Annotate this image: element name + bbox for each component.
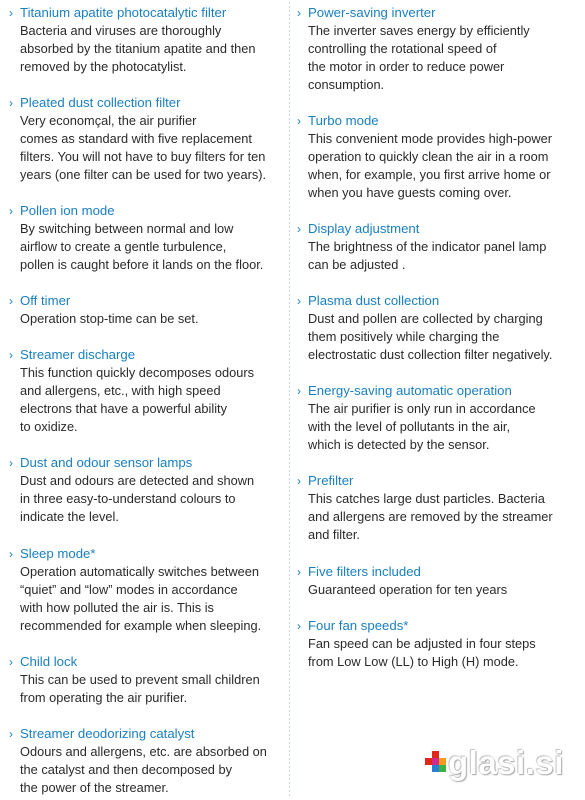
feature-title [9, 454, 287, 472]
feature-title-text: Sleep mode* [20, 546, 96, 561]
feature-title-text: Energy-saving automatic operation [308, 383, 512, 398]
chevron-right-icon: › [9, 204, 13, 218]
description-line: when, for example, you first arrive home or [308, 167, 551, 182]
description-line: them positively while charging the [308, 329, 500, 344]
description-line: in three easy-to-understand colours to [20, 491, 236, 506]
feature-title-text: Dust and odour sensor lamps [20, 455, 193, 470]
feature-title-text: Display adjustment [308, 221, 420, 236]
description-line: with the level of pollutants in the air, [308, 419, 511, 434]
description-line: filters. You will not have to buy filters for ten [20, 149, 266, 164]
feature-title-text: Streamer deodorizing catalyst [20, 726, 195, 741]
feature-description [297, 490, 579, 544]
description-line: consumption. [308, 77, 385, 92]
feature-title-text: Pleated dust collection filter [20, 95, 181, 110]
glasi-watermark [422, 744, 572, 784]
description-line: indicate the level. [20, 509, 119, 524]
description-line: when you have guests coming over. [308, 185, 512, 200]
feature-title-text: Turbo mode [308, 113, 379, 128]
description-line: Dust and odours are detected and shown [20, 473, 255, 488]
column-divider [289, 2, 290, 798]
description-line: This convenient mode provides high-power [308, 131, 552, 146]
chevron-right-icon: › [297, 294, 301, 308]
chevron-right-icon: › [297, 6, 301, 20]
description-line: controlling the rotational speed of [308, 41, 497, 56]
description-line: pollen is caught before it lands on the floor. [20, 257, 264, 272]
description-line: The air purifier is only run in accordance [308, 401, 536, 416]
feature-title [297, 292, 579, 310]
left-feature-4 [9, 292, 287, 328]
feature-title [297, 617, 579, 635]
description-line: comes as standard with five replacement [20, 131, 252, 146]
left-feature-8 [9, 653, 287, 707]
feature-title [9, 346, 287, 364]
chevron-right-icon: › [9, 96, 13, 110]
feature-description [9, 220, 287, 274]
right-feature-7 [297, 563, 579, 599]
feature-title [9, 4, 287, 22]
right-feature-2 [297, 112, 579, 202]
description-line: Odours and allergens, etc. are absorbed on [20, 744, 267, 759]
description-line: Very economçal, the air purifier [20, 113, 197, 128]
feature-description [297, 238, 579, 274]
feature-description [9, 743, 287, 797]
description-line: to oxidize. [20, 419, 78, 434]
chevron-right-icon: › [9, 727, 13, 741]
description-line: the catalyst and then decomposed by [20, 762, 232, 777]
description-line: Operation stop-time can be set. [20, 311, 199, 326]
feature-description [9, 310, 287, 328]
left-feature-2 [9, 94, 287, 184]
left-feature-5 [9, 346, 287, 436]
right-feature-6 [297, 472, 579, 544]
description-line: from Low Low (LL) to High (H) mode. [308, 654, 519, 669]
chevron-right-icon: › [297, 384, 301, 398]
feature-title [297, 472, 579, 490]
chevron-right-icon: › [9, 547, 13, 561]
feature-description [297, 130, 579, 202]
feature-description [9, 472, 287, 526]
feature-title-text: Five filters included [308, 564, 421, 579]
description-line: and filter. [308, 527, 360, 542]
feature-title [297, 382, 579, 400]
right-feature-3 [297, 220, 579, 274]
right-feature-4 [297, 292, 579, 364]
description-line: electrostatic dust collection filter negatively. [308, 347, 553, 362]
feature-title [297, 4, 579, 22]
feature-description [297, 400, 579, 454]
description-line: airflow to create a gentle turbulence, [20, 239, 227, 254]
feature-title-text: Child lock [20, 654, 78, 669]
right-feature-5 [297, 382, 579, 454]
feature-title-text: Off timer [20, 293, 71, 308]
description-line: “quiet” and “low” modes in accordance [20, 582, 238, 597]
left-feature-6 [9, 454, 287, 526]
description-line: removed by the photocatylist. [20, 59, 187, 74]
feature-description [297, 635, 579, 671]
feature-title-text: Four fan speeds* [308, 618, 409, 633]
description-line: from operating the air purifier. [20, 690, 188, 705]
description-line: The brightness of the indicator panel lamp [308, 239, 547, 254]
right-feature-8 [297, 617, 579, 671]
description-line: and allergens, etc., with high speed [20, 383, 221, 398]
description-line: Fan speed can be adjusted in four steps [308, 636, 536, 651]
description-line: the motor in order to reduce power [308, 59, 505, 74]
description-line: years (one filter can be used for two years). [20, 167, 267, 182]
chevron-right-icon: › [9, 655, 13, 669]
feature-title-text: Pollen ion mode [20, 203, 115, 218]
description-line: the power of the streamer. [20, 780, 169, 795]
feature-title [9, 292, 287, 310]
left-feature-7 [9, 545, 287, 635]
feature-title [9, 545, 287, 563]
description-line: operation to quickly clean the air in a room [308, 149, 549, 164]
feature-title [9, 725, 287, 743]
right-feature-1 [297, 4, 579, 94]
chevron-right-icon: › [297, 619, 301, 633]
feature-title [297, 563, 579, 581]
feature-title-text: Prefilter [308, 473, 354, 488]
chevron-right-icon: › [9, 456, 13, 470]
chevron-right-icon: › [297, 565, 301, 579]
feature-title [9, 653, 287, 671]
chevron-right-icon: › [297, 114, 301, 128]
description-line: which is detected by the sensor. [308, 437, 490, 452]
description-line: recommended for example when sleeping. [20, 618, 262, 633]
chevron-right-icon: › [297, 222, 301, 236]
chevron-right-icon: › [9, 6, 13, 20]
left-feature-1 [9, 4, 287, 76]
feature-description [9, 364, 287, 436]
description-line: Dust and pollen are collected by charging [308, 311, 543, 326]
feature-title-text: Power-saving inverter [308, 5, 436, 20]
description-line: This catches large dust particles. Bacteria [308, 491, 545, 506]
description-line: This can be used to prevent small children [20, 672, 260, 687]
feature-title-text: Streamer discharge [20, 347, 136, 362]
description-line: This function quickly decomposes odours [20, 365, 255, 380]
feature-description [297, 310, 579, 364]
description-line: Guaranteed operation for ten years [308, 582, 508, 597]
feature-title [9, 94, 287, 112]
description-line: Operation automatically switches between [20, 564, 259, 579]
feature-description [297, 581, 579, 599]
description-line: The inverter saves energy by efficiently [308, 23, 530, 38]
feature-title [297, 220, 579, 238]
description-line: Bacteria and viruses are thoroughly [20, 23, 222, 38]
feature-title [297, 112, 579, 130]
watermark-text: glasi.si [448, 744, 564, 781]
feature-title-text: Plasma dust collection [308, 293, 440, 308]
feature-description [9, 22, 287, 76]
feature-description [297, 22, 579, 94]
description-line: electrons that have a powerful ability [20, 401, 227, 416]
description-line: with how polluted the air is. This is [20, 600, 214, 615]
feature-description [9, 671, 287, 707]
left-feature-3 [9, 202, 287, 274]
description-line: By switching between normal and low [20, 221, 234, 236]
description-line: absorbed by the titanium apatite and then [20, 41, 256, 56]
feature-description [9, 112, 287, 184]
left-feature-9 [9, 725, 287, 797]
chevron-right-icon: › [297, 474, 301, 488]
description-line: and allergens are removed by the streamer [308, 509, 553, 524]
description-line: can be adjusted . [308, 257, 406, 272]
colorful-cross-logo-icon [422, 748, 450, 780]
feature-title [9, 202, 287, 220]
chevron-right-icon: › [9, 348, 13, 362]
feature-title-text: Titanium apatite photocatalytic filter [20, 5, 227, 20]
feature-description [9, 563, 287, 635]
chevron-right-icon: › [9, 294, 13, 308]
